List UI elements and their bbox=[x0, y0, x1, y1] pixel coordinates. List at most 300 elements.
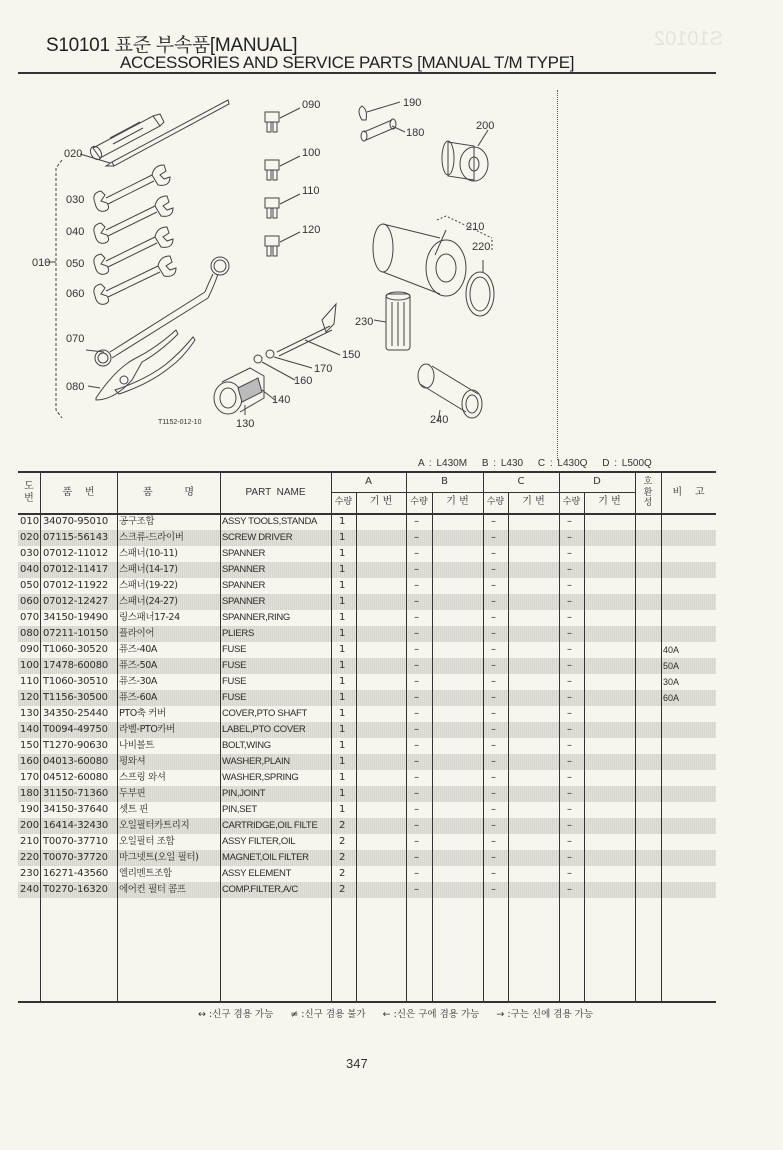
cell-name-korean: 스크류-드라이버 bbox=[119, 532, 184, 543]
header-bottom-rule bbox=[18, 513, 716, 515]
header-qty-c: 수량 bbox=[486, 496, 505, 507]
cell-part-name: SPANNER bbox=[222, 580, 266, 591]
table-row bbox=[18, 770, 716, 786]
cell-name-korean: 마그넷트(오일 필터) bbox=[119, 852, 199, 863]
cell-qty-d: – bbox=[567, 580, 572, 591]
wing-bolt-icon bbox=[277, 304, 336, 356]
cell-remark bbox=[663, 786, 713, 802]
cell-qty-b: – bbox=[414, 756, 419, 767]
cell-part-name: MAGNET,OIL FILTER bbox=[222, 852, 309, 863]
table-row bbox=[18, 818, 716, 834]
header-compat: 호 환 성 bbox=[643, 477, 653, 509]
cell-qty-b: – bbox=[414, 836, 419, 847]
page-title-english: ACCESSORIES AND SERVICE PARTS [MANUAL T/M TYPE] bbox=[120, 53, 575, 72]
cell-qty-c: – bbox=[491, 836, 496, 847]
washer-spring-icon bbox=[266, 350, 274, 358]
cell-remark: 30A bbox=[663, 677, 680, 687]
cell-part-number: T0270-16320 bbox=[43, 884, 108, 895]
pliers-icon bbox=[96, 330, 195, 400]
cell-ref-no: 190 bbox=[20, 804, 40, 815]
header-group-d: D bbox=[593, 476, 601, 488]
cell-qty-b: – bbox=[414, 820, 419, 831]
cell-part-number: 34150-37640 bbox=[43, 804, 109, 815]
table-row bbox=[18, 738, 716, 754]
cell-name-korean: 퓨즈-30A bbox=[119, 676, 157, 687]
cell-name-korean: 스패너(19-22) bbox=[119, 580, 178, 591]
table-row bbox=[18, 690, 716, 706]
cell-qty-d: – bbox=[567, 548, 572, 559]
page-title-korean: S10101 표준 부속품[MANUAL] bbox=[46, 35, 298, 56]
spanner-icon-030 bbox=[94, 165, 170, 211]
cell-qty-d: – bbox=[567, 804, 572, 815]
cell-qty-a: 2 bbox=[339, 868, 346, 879]
cell-qty-b: – bbox=[414, 676, 419, 687]
legend-both: ↔ :신구 겸용 가능 bbox=[198, 1009, 274, 1020]
cell-qty-b: – bbox=[414, 772, 419, 783]
header-part-name: PART NAME bbox=[245, 486, 306, 498]
col-rule bbox=[356, 492, 357, 1001]
table-row bbox=[18, 658, 716, 674]
cell-qty-a: 1 bbox=[339, 708, 346, 719]
cell-part-name: WASHER,PLAIN bbox=[222, 756, 290, 767]
cell-remark bbox=[663, 610, 713, 626]
cell-qty-c: – bbox=[491, 644, 496, 655]
col-rule bbox=[406, 473, 407, 1001]
cell-qty-a: 2 bbox=[339, 836, 346, 847]
cell-qty-b: – bbox=[414, 564, 419, 575]
model-b: B : L430 bbox=[481, 458, 524, 469]
cell-qty-c: – bbox=[491, 756, 496, 767]
cell-qty-a: 1 bbox=[339, 724, 346, 735]
cell-qty-a: 1 bbox=[339, 804, 346, 815]
model-legend bbox=[418, 458, 662, 469]
callout-070: 070 bbox=[66, 333, 85, 345]
cell-ref-no: 090 bbox=[20, 644, 40, 655]
table-row bbox=[18, 706, 716, 722]
cell-ref-no: 210 bbox=[20, 836, 40, 847]
cell-qty-c: – bbox=[491, 532, 496, 543]
cell-part-number: 16271-43560 bbox=[43, 868, 109, 879]
cell-ref-no: 160 bbox=[20, 756, 40, 767]
col-rule bbox=[661, 473, 662, 1001]
cell-name-korean: 두부핀 bbox=[119, 788, 146, 799]
table-row bbox=[18, 866, 716, 882]
cell-qty-d: – bbox=[567, 708, 572, 719]
cell-qty-c: – bbox=[491, 564, 496, 575]
cell-ref-no: 140 bbox=[20, 724, 40, 735]
callout-140: 140 bbox=[272, 394, 291, 406]
cell-qty-a: 1 bbox=[339, 772, 346, 783]
cell-qty-b: – bbox=[414, 644, 419, 655]
header-part-no: 품 번 bbox=[62, 486, 95, 498]
cell-qty-d: – bbox=[567, 532, 572, 543]
set-pin-icon bbox=[359, 102, 400, 120]
cell-remark bbox=[663, 530, 713, 546]
header-serial-d: 기 번 bbox=[598, 496, 621, 508]
cell-part-name: LABEL,PTO COVER bbox=[222, 724, 306, 735]
cell-qty-a: 1 bbox=[339, 628, 346, 639]
cell-part-number: T0094-49750 bbox=[43, 724, 108, 735]
table-row bbox=[18, 786, 716, 802]
cell-part-name: WASHER,SPRING bbox=[222, 772, 299, 783]
cell-remark bbox=[663, 818, 713, 834]
callout-220: 220 bbox=[472, 241, 491, 253]
table-row bbox=[18, 722, 716, 738]
cell-part-name: COVER,PTO SHAFT bbox=[222, 708, 308, 719]
cell-part-number: 07012-11012 bbox=[43, 548, 109, 559]
cell-remark: 40A bbox=[663, 645, 680, 655]
cell-part-number: 07012-12427 bbox=[43, 596, 109, 607]
cell-qty-a: 1 bbox=[339, 644, 346, 655]
col-rule bbox=[483, 473, 484, 1001]
cell-qty-b: – bbox=[414, 660, 419, 671]
cell-part-name: COMP.FILTER,A/C bbox=[222, 884, 298, 895]
drawing-code: T1152-012-10 bbox=[158, 419, 202, 426]
cell-qty-c: – bbox=[491, 788, 496, 799]
header-ref-no: 도 번 bbox=[24, 480, 34, 504]
table-row bbox=[18, 578, 716, 594]
col-rule bbox=[635, 473, 636, 1001]
cell-part-number: 04013-60080 bbox=[43, 756, 109, 767]
col-rule bbox=[117, 473, 118, 1001]
cell-qty-a: 1 bbox=[339, 532, 346, 543]
cell-qty-c: – bbox=[491, 612, 496, 623]
cell-qty-c: – bbox=[491, 676, 496, 687]
cell-name-korean: 스패너(24-27) bbox=[119, 596, 178, 607]
ac-filter-icon bbox=[418, 364, 482, 418]
cell-name-korean: 라벨-PTO카버 bbox=[119, 724, 175, 735]
table-row bbox=[18, 882, 716, 898]
cell-qty-a: 2 bbox=[339, 820, 346, 831]
cell-part-name: ASSY FILTER,OIL bbox=[222, 836, 296, 847]
callout-240: 240 bbox=[430, 414, 449, 426]
callout-180: 180 bbox=[406, 127, 425, 139]
cell-part-number: 17478-60080 bbox=[43, 660, 109, 671]
cell-qty-b: – bbox=[414, 740, 419, 751]
cell-qty-a: 1 bbox=[339, 676, 346, 687]
title-underline bbox=[18, 72, 716, 74]
cell-remark bbox=[663, 866, 713, 882]
cell-qty-c: – bbox=[491, 628, 496, 639]
callout-130: 130 bbox=[236, 418, 255, 430]
cell-qty-b: – bbox=[414, 724, 419, 735]
cell-qty-a: 1 bbox=[339, 692, 346, 703]
cell-qty-b: – bbox=[414, 852, 419, 863]
callout-150: 150 bbox=[342, 349, 361, 361]
cell-qty-a: 1 bbox=[339, 580, 346, 591]
cell-name-korean: 스패너(10-11) bbox=[119, 548, 178, 559]
cell-name-korean: 퓨즈-60A bbox=[119, 692, 157, 703]
cell-name-korean: 셋트 핀 bbox=[119, 804, 148, 815]
header-qty-b: 수량 bbox=[410, 496, 428, 507]
header-group-a: A bbox=[365, 476, 372, 488]
cell-qty-d: – bbox=[567, 852, 572, 863]
cell-ref-no: 030 bbox=[20, 548, 40, 559]
cell-qty-a: 1 bbox=[339, 788, 346, 799]
cell-remark bbox=[663, 562, 713, 578]
cell-part-name: PIN,JOINT bbox=[222, 788, 266, 799]
cell-qty-d: – bbox=[567, 516, 572, 527]
cell-part-number: T1156-30500 bbox=[43, 692, 108, 703]
oil-filter-cartridge-icon bbox=[442, 141, 488, 181]
callout-030: 030 bbox=[66, 194, 85, 206]
cell-part-number: T1270-90630 bbox=[43, 740, 108, 751]
cell-name-korean: 퓨즈-40A bbox=[119, 644, 157, 655]
table-row bbox=[18, 546, 716, 562]
cell-part-number: 07012-11922 bbox=[43, 580, 109, 591]
legend-new-to-old: ← :신은 구에 겸용 가능 bbox=[382, 1009, 480, 1020]
table-row bbox=[18, 562, 716, 578]
callout-190: 190 bbox=[403, 97, 422, 109]
cell-remark bbox=[663, 738, 713, 754]
cell-qty-c: – bbox=[491, 820, 496, 831]
cell-qty-d: – bbox=[567, 756, 572, 767]
cell-qty-d: – bbox=[567, 660, 572, 671]
cell-name-korean: 에어컨 필터 콤프 bbox=[119, 884, 186, 895]
callout-100: 100 bbox=[302, 147, 321, 159]
cell-qty-c: – bbox=[491, 884, 496, 895]
cell-part-name: BOLT,WING bbox=[222, 740, 271, 751]
cell-part-number: 07012-11417 bbox=[43, 564, 109, 575]
cell-qty-d: – bbox=[567, 740, 572, 751]
header-qty-d: 수량 bbox=[562, 496, 581, 507]
cell-ref-no: 100 bbox=[20, 660, 40, 671]
cell-qty-d: – bbox=[567, 772, 572, 783]
cell-part-name: FUSE bbox=[222, 676, 247, 687]
cell-remark bbox=[663, 514, 713, 530]
cell-qty-c: – bbox=[491, 516, 496, 527]
cell-qty-a: 1 bbox=[339, 740, 346, 751]
cell-qty-a: 2 bbox=[339, 884, 346, 895]
pin-joint-icon bbox=[361, 119, 396, 141]
callout-090: 090 bbox=[302, 99, 321, 111]
cell-ref-no: 060 bbox=[20, 596, 40, 607]
cell-qty-b: – bbox=[414, 868, 419, 879]
cell-remark bbox=[663, 722, 713, 738]
header-serial-c: 기 번 bbox=[522, 496, 545, 508]
table-row bbox=[18, 754, 716, 770]
callout-200: 200 bbox=[476, 120, 495, 132]
cell-part-name: ASSY TOOLS,STANDA bbox=[222, 516, 318, 527]
cell-part-name: SPANNER bbox=[222, 548, 266, 559]
screwdriver-icon bbox=[88, 100, 229, 166]
cell-qty-b: – bbox=[414, 788, 419, 799]
washer-plain-icon bbox=[254, 355, 262, 363]
model-a: A : L430M bbox=[418, 458, 468, 469]
cell-ref-no: 050 bbox=[20, 580, 40, 591]
cell-qty-d: – bbox=[567, 884, 572, 895]
callout-020: 020 bbox=[64, 148, 83, 160]
cell-name-korean: PTO축 커버 bbox=[119, 708, 166, 719]
exploded-view-illustration bbox=[0, 80, 560, 450]
col-rule bbox=[432, 492, 433, 1001]
fuse-icon-120 bbox=[265, 236, 279, 256]
cell-qty-c: – bbox=[491, 868, 496, 879]
cell-part-name: SPANNER bbox=[222, 564, 266, 575]
cell-qty-a: 1 bbox=[339, 612, 346, 623]
cell-remark bbox=[663, 802, 713, 818]
callout-110: 110 bbox=[302, 185, 320, 197]
col-rule bbox=[584, 492, 585, 1001]
callout-210: 210 bbox=[466, 221, 485, 233]
cell-qty-c: – bbox=[491, 580, 496, 591]
cell-qty-d: – bbox=[567, 724, 572, 735]
cell-ref-no: 220 bbox=[20, 852, 40, 863]
cell-qty-c: – bbox=[491, 708, 496, 719]
cell-qty-d: – bbox=[567, 820, 572, 831]
callout-170: 170 bbox=[314, 363, 333, 375]
cell-remark bbox=[663, 882, 713, 898]
cell-name-korean: 엘리멘트조합 bbox=[119, 868, 172, 879]
oil-filter-assy-icon bbox=[373, 224, 466, 296]
cell-qty-a: 1 bbox=[339, 660, 346, 671]
cell-remark bbox=[663, 850, 713, 866]
cell-ref-no: 070 bbox=[20, 612, 40, 623]
cell-part-name: SPANNER,RING bbox=[222, 612, 291, 623]
cell-qty-b: – bbox=[414, 596, 419, 607]
cell-qty-c: – bbox=[491, 724, 496, 735]
cell-qty-b: – bbox=[414, 628, 419, 639]
cell-qty-d: – bbox=[567, 676, 572, 687]
cell-ref-no: 130 bbox=[20, 708, 40, 719]
cell-ref-no: 150 bbox=[20, 740, 40, 751]
cell-qty-a: 1 bbox=[339, 756, 346, 767]
header-name-ko: 품 명 bbox=[142, 486, 195, 498]
cell-qty-d: – bbox=[567, 612, 572, 623]
callout-120: 120 bbox=[302, 224, 321, 236]
cell-part-name: FUSE bbox=[222, 644, 247, 655]
cell-remark: 60A bbox=[663, 693, 680, 703]
cell-part-name: ASSY ELEMENT bbox=[222, 868, 292, 879]
callout-160: 160 bbox=[294, 375, 313, 387]
cell-part-number: 16414-32430 bbox=[43, 820, 109, 831]
model-d: D : L500Q bbox=[602, 458, 652, 469]
callout-040: 040 bbox=[66, 226, 85, 238]
cell-part-number: 04512-60080 bbox=[43, 772, 109, 783]
cell-qty-d: – bbox=[567, 644, 572, 655]
table-row bbox=[18, 610, 716, 626]
cell-remark bbox=[663, 594, 713, 610]
cell-qty-a: 1 bbox=[339, 548, 346, 559]
cell-part-name: FUSE bbox=[222, 660, 247, 671]
cell-ref-no: 080 bbox=[20, 628, 40, 639]
fuse-icon-090 bbox=[265, 112, 279, 132]
cell-qty-c: – bbox=[491, 804, 496, 815]
cell-name-korean: 나비볼트 bbox=[119, 740, 155, 751]
cell-qty-c: – bbox=[491, 596, 496, 607]
cell-name-korean: 평와셔 bbox=[119, 756, 146, 767]
callout-010: 010 bbox=[32, 257, 51, 269]
bleed-through-text: S10102 bbox=[654, 28, 723, 50]
header-serial-a: 기 번 bbox=[369, 496, 393, 508]
cell-qty-c: – bbox=[491, 852, 496, 863]
legend-old-to-new: → :구는 신에 겸용 가능 bbox=[496, 1009, 593, 1020]
cell-name-korean: 오일필터카트리지 bbox=[119, 820, 190, 831]
cell-part-number: T0070-37720 bbox=[43, 852, 108, 863]
cell-part-number: 07115-56143 bbox=[43, 532, 109, 543]
cell-remark bbox=[663, 770, 713, 786]
cell-ref-no: 200 bbox=[20, 820, 40, 831]
table-row bbox=[18, 674, 716, 690]
cell-ref-no: 040 bbox=[20, 564, 40, 575]
cell-qty-c: – bbox=[491, 740, 496, 751]
cell-qty-b: – bbox=[414, 692, 419, 703]
table-row bbox=[18, 802, 716, 818]
cell-name-korean: 스패너(14-17) bbox=[119, 564, 178, 575]
cell-qty-c: – bbox=[491, 772, 496, 783]
cell-ref-no: 170 bbox=[20, 772, 40, 783]
col-rule bbox=[508, 492, 509, 1001]
table-row bbox=[18, 850, 716, 866]
cell-qty-b: – bbox=[414, 516, 419, 527]
cell-name-korean: 링스패너17-24 bbox=[119, 612, 180, 623]
cell-qty-d: – bbox=[567, 628, 572, 639]
callout-230: 230 bbox=[355, 316, 374, 328]
cell-qty-b: – bbox=[414, 708, 419, 719]
cell-part-name: SCREW DRIVER bbox=[222, 532, 293, 543]
group-bracket bbox=[56, 160, 62, 418]
fuse-icon-100 bbox=[265, 160, 279, 180]
cell-part-number: 07211-10150 bbox=[43, 628, 109, 639]
table-row bbox=[18, 514, 716, 530]
cell-qty-b: – bbox=[414, 804, 419, 815]
cell-qty-d: – bbox=[567, 564, 572, 575]
cell-qty-b: – bbox=[414, 612, 419, 623]
cell-remark bbox=[663, 834, 713, 850]
callout-050: 050 bbox=[66, 258, 85, 270]
cell-remark bbox=[663, 578, 713, 594]
cell-ref-no: 230 bbox=[20, 868, 40, 879]
cell-ref-no: 240 bbox=[20, 884, 40, 895]
cell-part-number: 34070-95010 bbox=[43, 516, 109, 527]
pto-cover-icon bbox=[214, 368, 264, 414]
cell-part-name: FUSE bbox=[222, 692, 247, 703]
cell-qty-d: – bbox=[567, 692, 572, 703]
page-number: 347 bbox=[346, 1056, 368, 1071]
cell-qty-d: – bbox=[567, 596, 572, 607]
callout-060: 060 bbox=[66, 288, 85, 300]
cell-name-korean: 플라이어 bbox=[119, 628, 155, 639]
model-c: C : L430Q bbox=[537, 458, 588, 469]
callout-080: 080 bbox=[66, 381, 85, 393]
cell-part-number: 31150-71360 bbox=[43, 788, 109, 799]
cell-name-korean: 스프링 와셔 bbox=[119, 772, 166, 783]
cell-qty-a: 1 bbox=[339, 516, 346, 527]
table-row bbox=[18, 834, 716, 850]
table-row bbox=[18, 626, 716, 642]
header-remarks: 비 고 bbox=[672, 486, 705, 498]
cell-qty-b: – bbox=[414, 532, 419, 543]
cell-ref-no: 010 bbox=[20, 516, 40, 527]
cell-remark bbox=[663, 706, 713, 722]
cell-remark bbox=[663, 754, 713, 770]
header-serial-b: 기 번 bbox=[446, 496, 469, 508]
cell-qty-b: – bbox=[414, 548, 419, 559]
header-qty-a: 수량 bbox=[334, 496, 353, 507]
table-row bbox=[18, 594, 716, 610]
cell-remark bbox=[663, 626, 713, 642]
cell-remark bbox=[663, 546, 713, 562]
cell-part-name: PIN,SET bbox=[222, 804, 257, 815]
col-rule bbox=[331, 473, 332, 1001]
col-rule bbox=[559, 473, 560, 1001]
cell-part-number: 34350-25440 bbox=[43, 708, 109, 719]
cell-name-korean: 공구조합 bbox=[119, 516, 155, 527]
header-group-c: C bbox=[517, 476, 525, 488]
cell-part-name: PLIERS bbox=[222, 628, 254, 639]
cell-qty-a: 1 bbox=[339, 596, 346, 607]
compatibility-legend bbox=[198, 1006, 607, 1020]
